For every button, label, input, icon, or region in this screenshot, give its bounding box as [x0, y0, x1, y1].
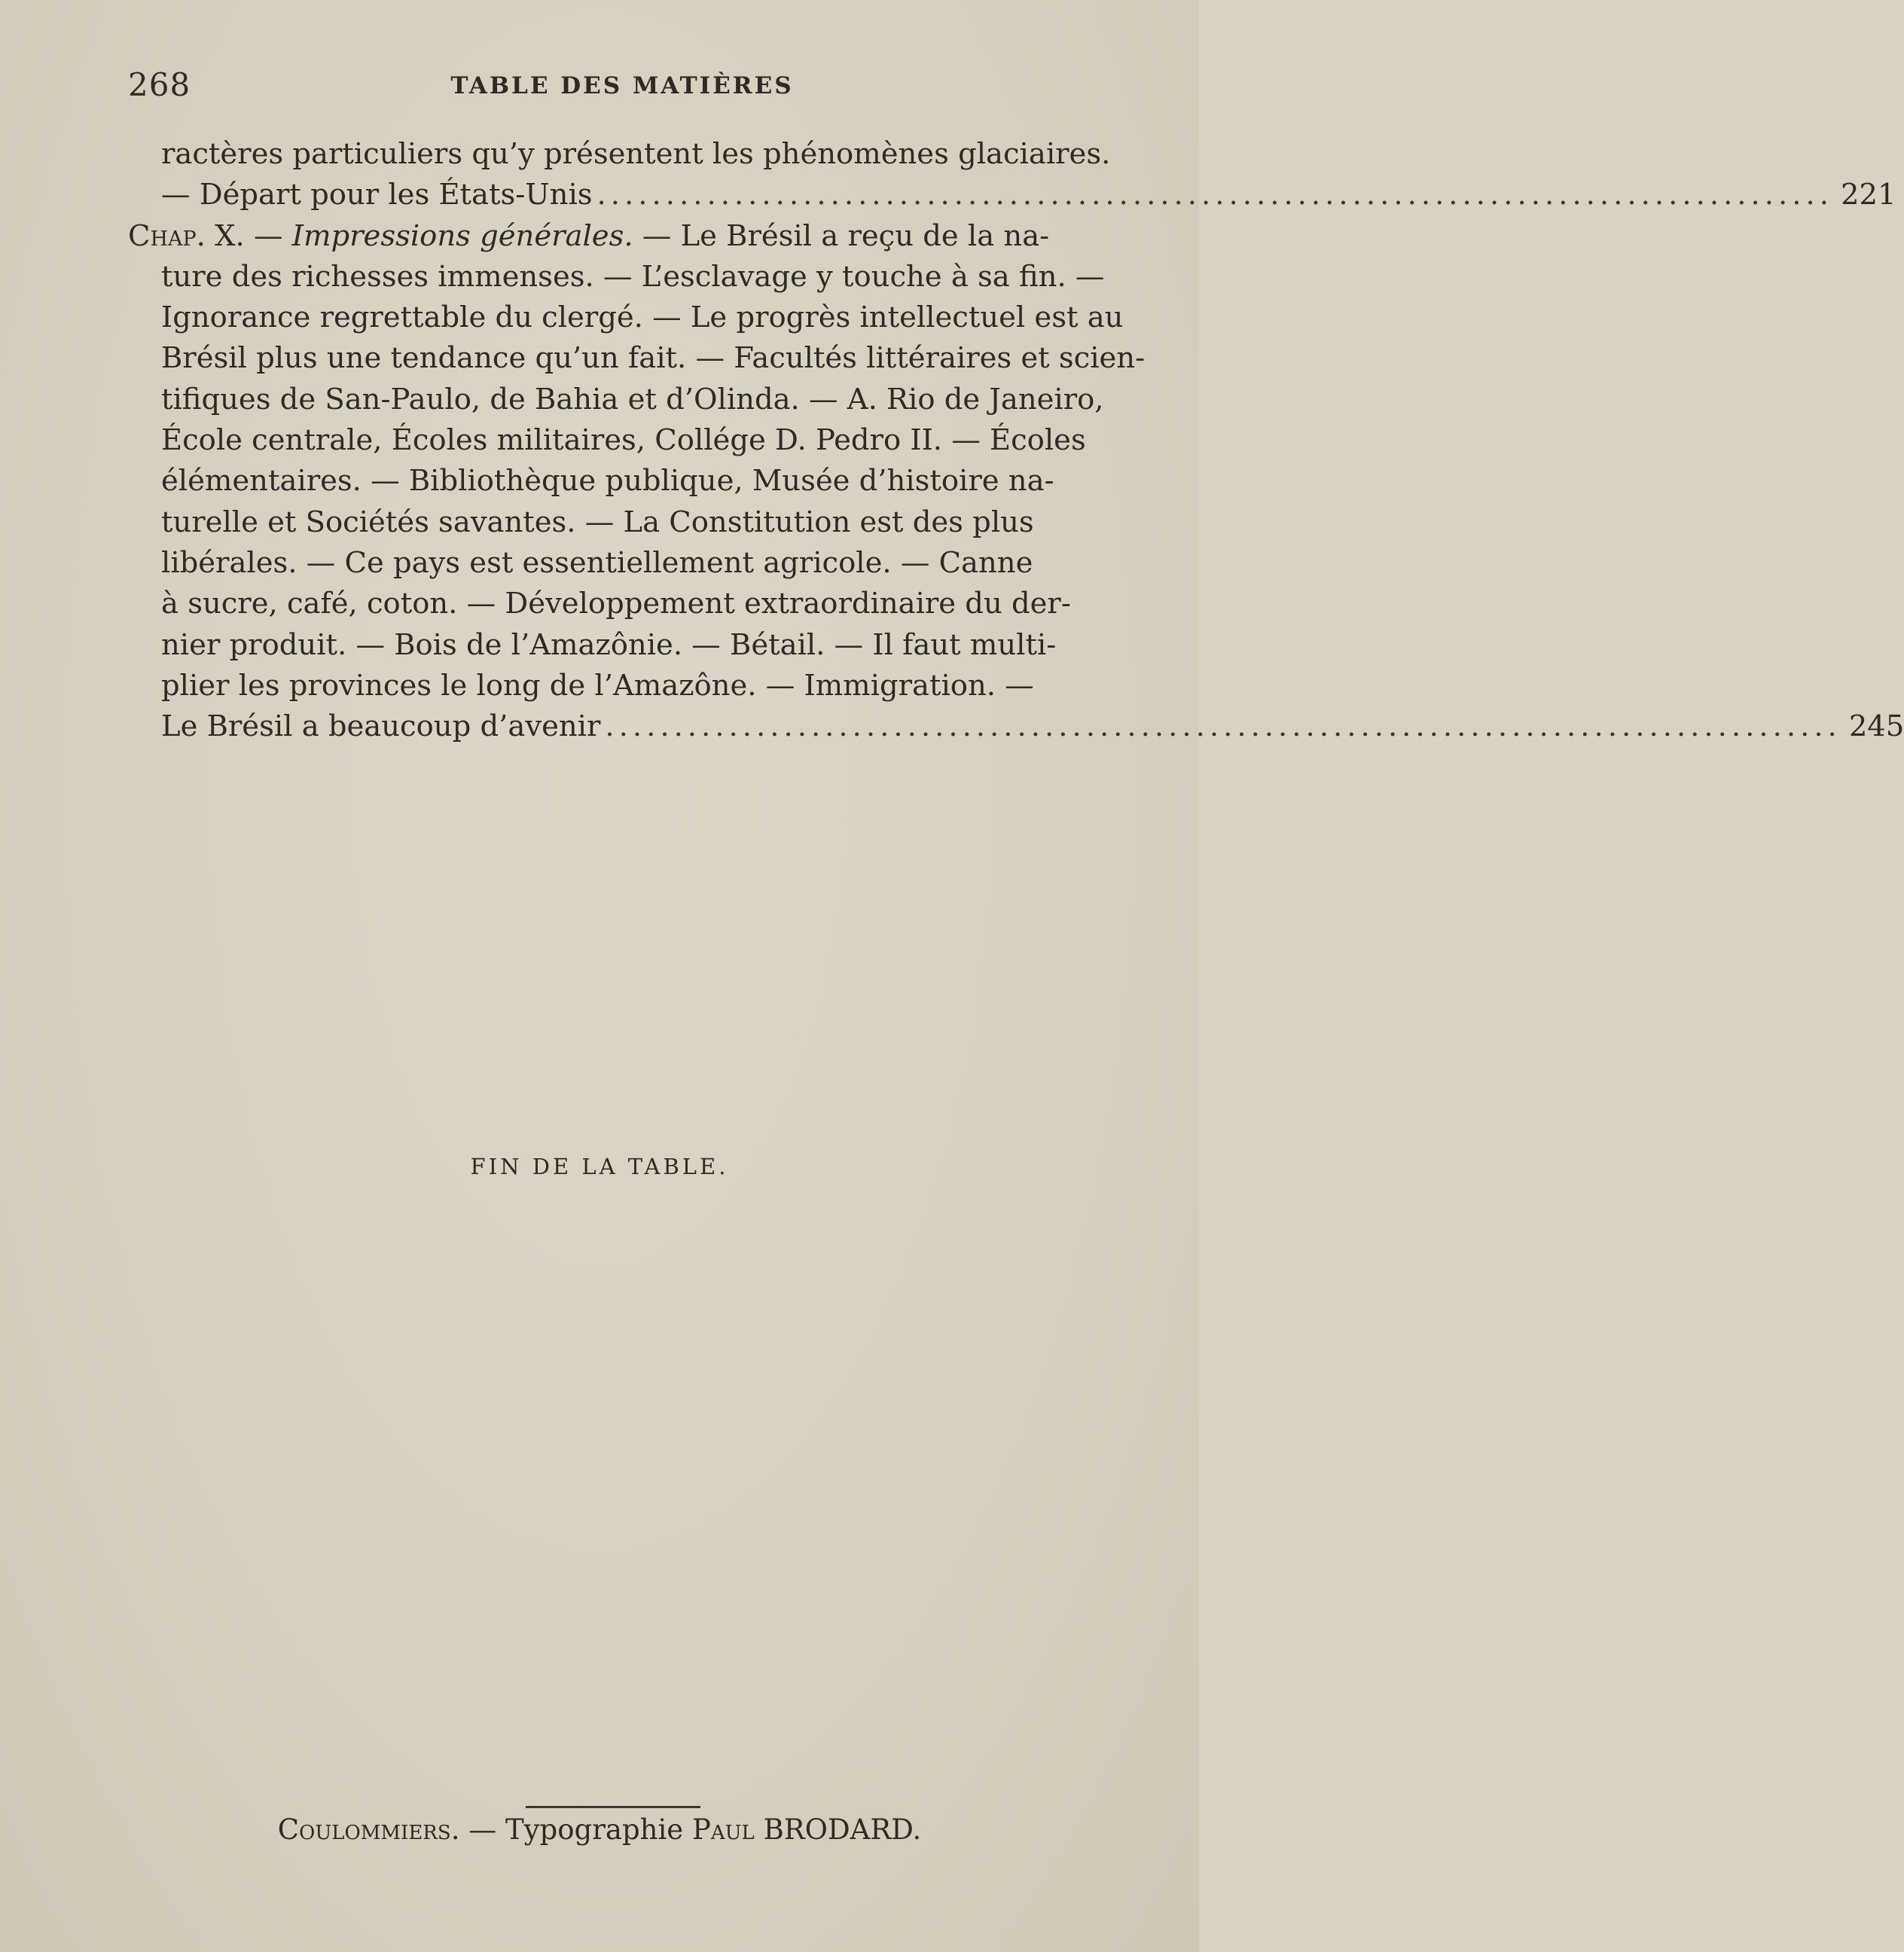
toc-line — [128, 175, 1896, 215]
toc-text: élémentaires. — Bibliothèque publique, Musée d’histoire na- — [161, 464, 1054, 499]
toc-line — [128, 625, 1116, 666]
dot-leader: .......................................................................................... — [597, 178, 1833, 212]
toc-line — [128, 134, 1116, 175]
end-of-table-note: FIN DE LA TABLE. — [470, 1154, 729, 1179]
running-head — [128, 66, 1116, 104]
table-of-contents — [128, 134, 1904, 747]
toc-text: École centrale, Écoles militaires, Collége D. Pedro II. — Écoles — [161, 423, 1086, 458]
chapter-label: Chap. X. — — [128, 218, 292, 253]
toc-text: turelle et Sociétés savantes. — La Constitution est des plus — [161, 505, 1034, 539]
page-number: 268 — [128, 66, 191, 103]
toc-line — [128, 257, 1116, 297]
toc-line — [128, 216, 1116, 257]
running-title: TABLE DES MATIÈRES — [450, 72, 794, 99]
toc-text: tifiques de San-Paulo, de Bahia et d’Olinda. — A. Rio de Janeiro, — [161, 382, 1104, 416]
toc-text: ture des richesses immenses. — L’esclavage y touche à sa fin. — — [161, 259, 1105, 294]
toc-chapter-heading — [128, 216, 1049, 257]
toc-line — [128, 338, 1146, 379]
toc-text: libérales. — Ce pays est essentiellement agricole. — Canne — [161, 545, 1033, 580]
divider-rule — [526, 1806, 700, 1808]
toc-line — [128, 297, 1124, 338]
printer-imprint — [0, 1813, 1199, 1846]
toc-line — [128, 706, 1904, 747]
toc-page-number: 221 — [1840, 178, 1896, 212]
toc-line — [128, 380, 1116, 420]
chapter-title: Impressions générales. — [291, 218, 633, 253]
imprint-printer: Paul BRODARD. — [691, 1813, 922, 1846]
toc-text: Brésil plus une tendance qu’un fait. — Facultés littéraires et scien- — [161, 341, 1146, 376]
toc-text: ractères particuliers qu’y présentent les phénomènes glaciaires. — [161, 137, 1111, 171]
toc-line — [128, 502, 1116, 543]
dot-leader: .......................................................................................... — [605, 709, 1841, 744]
toc-text: nier produit. — Bois de l’Amazônie. — Bétail. — Il faut multi- — [161, 627, 1057, 662]
toc-line — [128, 666, 1116, 706]
toc-text: — Le Brésil a reçu de la na- — [633, 218, 1050, 253]
toc-line — [128, 543, 1116, 584]
toc-line — [128, 461, 1116, 502]
toc-text: Le Brésil a beaucoup d’avenir — [161, 709, 601, 744]
toc-page-number: 245 — [1848, 709, 1904, 744]
toc-text: plier les provinces le long de l’Amazône. — Immigration. — — [161, 668, 1034, 703]
toc-text: Ignorance regrettable du clergé. — Le progrès intellectuel est au — [161, 300, 1124, 335]
imprint-separator: — Typographie — [459, 1813, 692, 1846]
toc-line — [128, 584, 1116, 624]
imprint-city: Coulommiers. — [277, 1813, 460, 1846]
toc-text: à sucre, café, coton. — Développement extraordinaire du der- — [161, 587, 1071, 621]
toc-line — [128, 420, 1116, 461]
toc-text: — Départ pour les États-Unis — [161, 178, 593, 212]
